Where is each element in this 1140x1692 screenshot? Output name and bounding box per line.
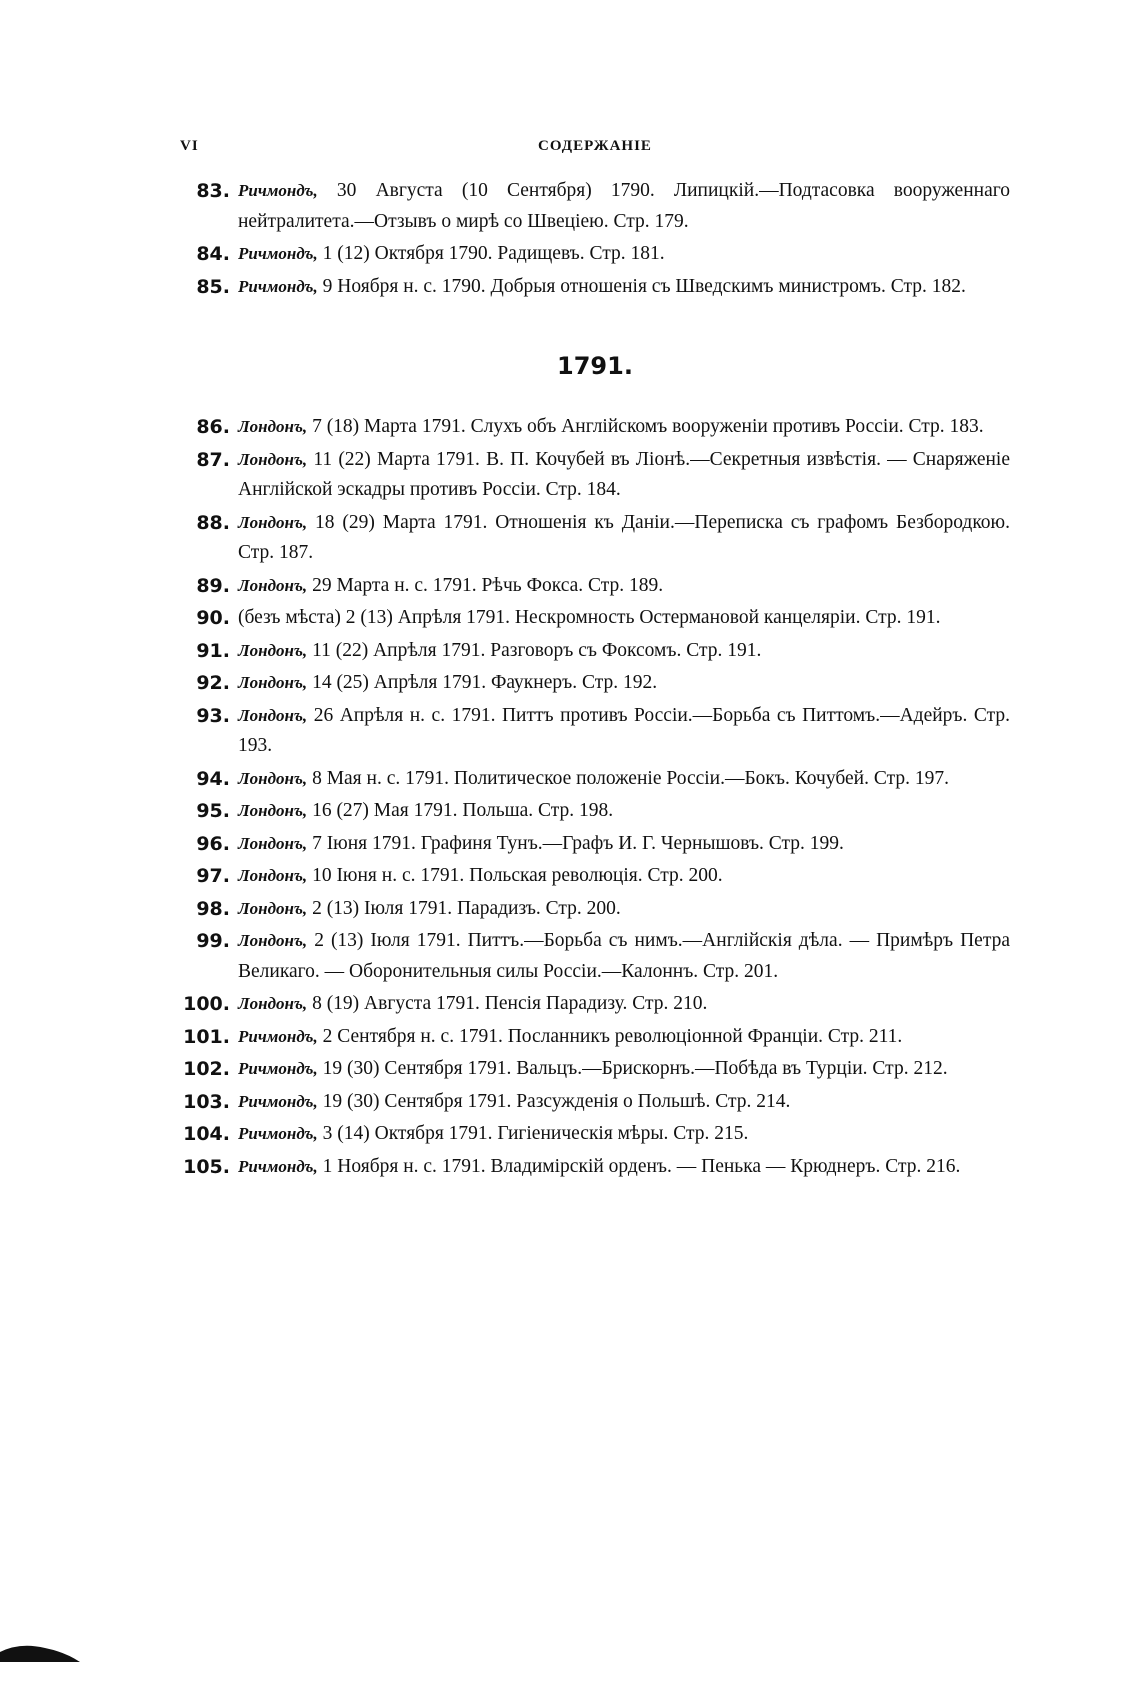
toc-entry [180,1054,1010,1085]
entry-place: Лондонъ, [238,833,308,853]
ink-blot [0,1640,80,1662]
entry-place: Ричмондъ, [238,1059,318,1078]
year-heading: 1791. [557,352,633,380]
entry-place: Ричмондъ, [238,276,318,296]
entry-number: 87. [196,448,230,471]
entry-text: 7 Іюня 1791. Графиня Тунъ.—Графъ И. Г. Чернышовъ. Стр. 199. [307,832,844,854]
entry-number: 85. [196,275,230,298]
page-number: VI [180,138,199,154]
entry-text: 11 (22) Апрѣля 1791. Разговоръ съ Фоксомъ. Стр. 191. [307,639,762,661]
entry-place: Ричмондъ, [238,1124,318,1143]
entry-number: 93. [196,704,230,727]
entry-number: 84. [196,243,230,265]
entry-number: 86. [196,416,230,438]
entry-place: Лондонъ, [238,640,308,660]
entry-number: 97. [196,865,230,887]
entry-number: 104. [183,1123,230,1145]
toc-entry [180,861,1010,892]
toc-entry [180,1022,1010,1053]
entry-text: (безъ мѣста) 2 (13) Апрѣля 1791. Нескромность Остермановой канцеляріи. Стр. 191. [238,607,941,628]
toc-entry [180,445,1010,506]
toc-entry [180,636,1010,667]
entry-number: 91. [196,639,230,662]
entry-place: Ричмондъ, [238,244,318,263]
entry-number: 90. [196,607,230,629]
entry-place: Лондонъ, [238,931,308,950]
entry-number: 92. [196,672,230,694]
entry-text: 10 Іюня н. с. 1791. Польская революція. Стр. 200. [307,865,723,886]
toc-entry [180,701,1010,762]
entry-text: 18 (29) Марта 1791. Отношенія къ Даніи.—Переписка съ графомъ Безбородкою. Стр. 187. [238,511,1010,563]
toc-entry [180,829,1010,860]
toc-entry [180,571,1010,602]
entry-text: 2 (13) Іюля 1791. Питтъ.—Борьба съ нимъ.—Англійскія дѣла. — Примѣръ Петра Великаго. — Оборонительныя силы Россіи.—Калоннъ. Стр. 201. [238,930,1010,982]
entry-number: 83. [196,180,230,202]
entry-place: Лондонъ, [238,705,308,725]
entry-number: 101. [183,1025,230,1048]
entry-place: Лондонъ, [238,866,308,885]
toc-entry [180,508,1010,569]
entry-number: 96. [196,832,230,855]
entry-place: Ричмондъ, [238,1091,318,1111]
toc-section-1790 [180,176,1010,304]
entry-text: 8 (19) Августа 1791. Пенсія Парадизу. Стр. 210. [307,993,708,1014]
entry-place: Лондонъ, [238,768,308,788]
entry-place: Лондонъ, [238,801,308,820]
entry-text: 29 Марта н. с. 1791. Рѣчь Фокса. Стр. 189. [307,574,664,596]
toc-entry [180,926,1010,987]
toc-entry [180,1087,1010,1118]
entry-place: Лондонъ, [238,512,308,532]
entry-number: 98. [196,897,230,920]
toc-entry [180,603,1010,634]
entry-text: 2 (13) Іюля 1791. Парадизъ. Стр. 200. [307,897,621,919]
entry-number: 102. [183,1058,230,1080]
entry-number: 100. [183,993,230,1015]
entry-text: 19 (30) Сентября 1791. Вальцъ.—Брискорнъ.—Побѣда въ Турціи. Стр. 212. [317,1058,948,1079]
entry-number: 94. [196,767,230,790]
entry-text: 3 (14) Октября 1791. Гигіеническія мѣры. Стр. 215. [317,1123,749,1144]
entry-text: 9 Ноября н. с. 1790. Добрыя отношенія съ Шведскимъ министромъ. Стр. 182. [317,275,966,297]
entry-place: Ричмондъ, [238,181,318,200]
entry-place: Лондонъ, [238,898,308,918]
entry-text: 11 (22) Марта 1791. В. П. Кочубей въ Ліонѣ.—Секретныя извѣстія. — Снаряженіе Англійской эскадры противъ Россіи. Стр. 184. [238,448,1010,500]
entry-text: 1 Ноября н. с. 1791. Владимірскій орденъ. — Пенька — Крюднеръ. Стр. 216. [317,1155,961,1177]
entry-text: 7 (18) Марта 1791. Слухъ объ Англійскомъ вооруженіи противъ Россіи. Стр. 183. [307,416,984,437]
toc-entry [180,764,1010,795]
entry-number: 89. [196,574,230,597]
entry-number: 105. [183,1155,230,1178]
entry-text: 14 (25) Апрѣля 1791. Фаукнеръ. Стр. 192. [307,672,658,693]
entry-place: Ричмондъ, [238,1156,318,1176]
entry-text: 2 Сентября н. с. 1791. Посланникъ революціонной Франціи. Стр. 211. [317,1025,903,1047]
entry-number: 99. [196,930,230,952]
toc-entry [180,239,1010,270]
entry-text: 19 (30) Сентября 1791. Разсужденія о Польшѣ. Стр. 214. [317,1090,791,1112]
entry-place: Лондонъ, [238,449,308,469]
entry-text: 30 Августа (10 Сентября) 1790. Липицкій.—Подтасовка вооруженнаго нейтралитета.—Отзывъ о мирѣ со Швеціею. Стр. 179. [238,180,1010,232]
entry-number: 95. [196,800,230,822]
toc-entry [180,272,1010,303]
header-title: СОДЕРЖАНІЕ [538,138,652,154]
entry-number: 103. [183,1090,230,1113]
toc-entry [180,1119,1010,1150]
entry-place: Лондонъ, [238,417,308,436]
entry-place: Лондонъ, [238,673,308,692]
toc-entry [180,176,1010,237]
toc-entry [180,668,1010,699]
entry-place: Лондонъ, [238,994,308,1013]
toc-entry [180,412,1010,443]
entry-text: 26 Апрѣля н. с. 1791. Питтъ противъ Россіи.—Борьба съ Питтомъ.—Адейръ. Стр. 193. [238,704,1010,756]
toc-entry [180,989,1010,1020]
toc-entry [180,796,1010,827]
entry-place: Лондонъ, [238,575,308,595]
toc-entry [180,1152,1010,1183]
entry-text: 8 Мая н. с. 1791. Политическое положеніе Россіи.—Бокъ. Кочубей. Стр. 197. [307,767,949,789]
toc-section-1791 [180,412,1010,1184]
toc-entry [180,894,1010,925]
entry-number: 88. [196,511,230,534]
entry-text: 16 (27) Мая 1791. Польша. Стр. 198. [307,800,614,821]
entry-place: Ричмондъ, [238,1026,318,1046]
entry-text: 1 (12) Октября 1790. Радищевъ. Стр. 181. [317,243,665,264]
running-header [180,138,1010,168]
